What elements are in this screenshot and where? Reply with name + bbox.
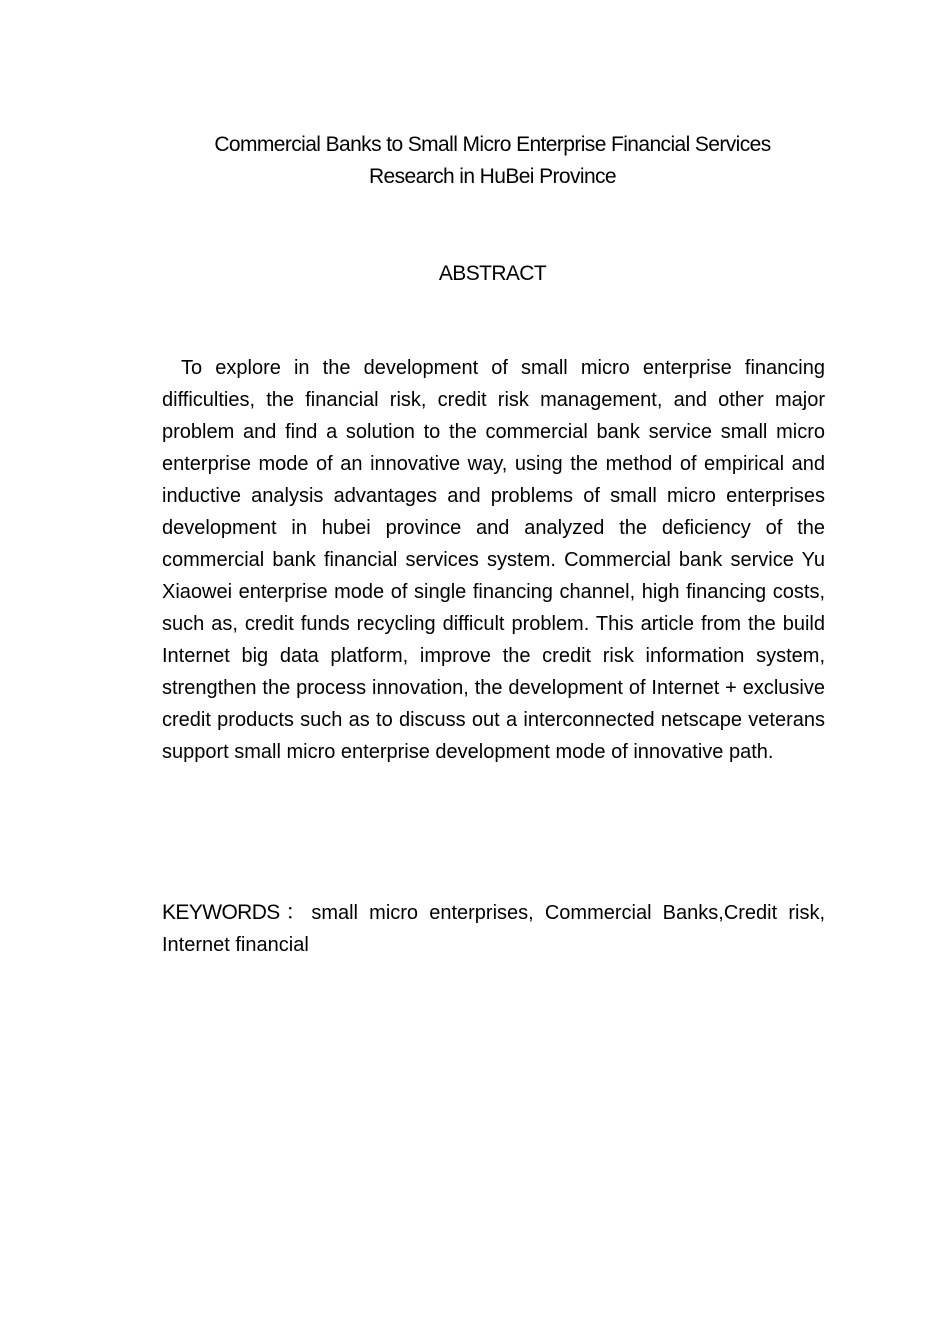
keywords-label: KEYWORDS： bbox=[162, 901, 312, 924]
paper-title-line-1: Commercial Banks to Small Micro Enterprise Financial Services bbox=[214, 133, 771, 156]
keywords-text: small micro enterprises, Commercial Banks,Credit risk, Internet financial bbox=[162, 902, 825, 956]
abstract-heading: ABSTRACT bbox=[438, 262, 547, 285]
paper-title bbox=[120, 129, 865, 193]
paper-title-line-2: Research in HuBei Province bbox=[368, 165, 617, 188]
abstract-paragraph: To explore in the development of small micro enterprise financing difficulties, the financial risk, credit risk management, and other major problem and find a solution to the commercial bank service small micro enterprise mode of an innovative way, using the method of empirical and inductive analysis advantages and problems of small micro enterprises development in hubei province and analyzed the deficiency of the commercial bank financial services system. Commercial bank service Yu Xiaowei enterprise mode of single financing channel, high financing costs, such as, credit funds recycling difficult problem. This article from the build Internet big data platform, improve the credit risk information system, strengthen the process innovation, the development of Internet + exclusive credit products such as to discuss out a interconnected netscape veterans support small micro enterprise development mode of innovative path. bbox=[162, 357, 825, 763]
keywords-paragraph bbox=[162, 897, 825, 961]
